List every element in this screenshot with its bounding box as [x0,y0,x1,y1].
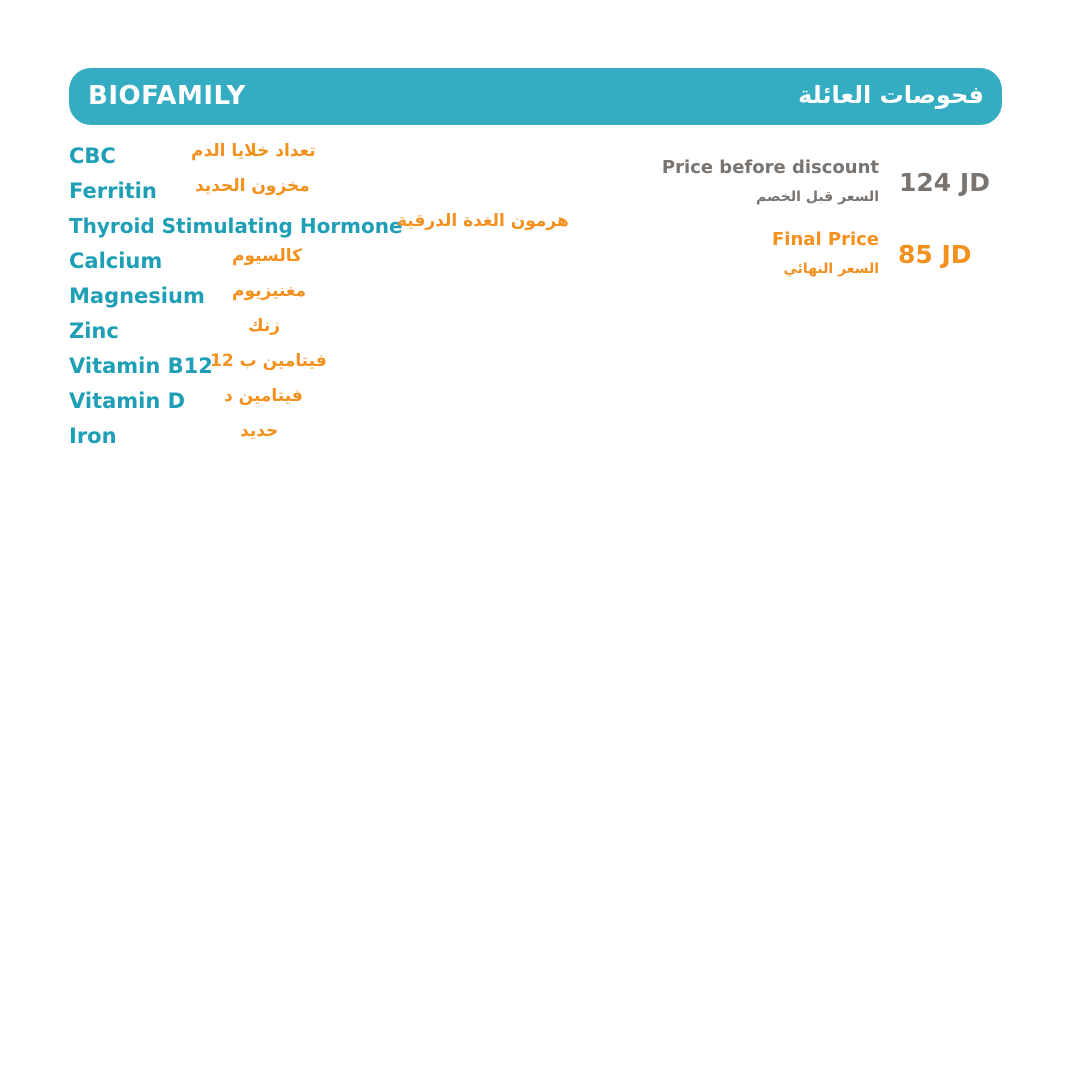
test-name-en: Ferritin [69,179,157,203]
test-name-en: Vitamin D [69,389,186,413]
header-title-en: BIOFAMILY [88,81,246,111]
test-name-en: Magnesium [69,284,205,308]
test-name-ar: زنك [248,316,280,336]
test-name-en: Thyroid Stimulating Hormone [69,214,403,238]
test-name-ar: فيتامين د [224,386,303,406]
price-before-label-en: Price before discount [661,157,879,178]
header-bar [69,68,1002,125]
test-name-ar: كالسيوم [232,246,303,266]
final-price-label-en: Final Price [772,229,879,250]
test-name-ar: فيتامين ب 12 [210,351,327,371]
test-name-ar: مخزون الحديد [195,176,310,196]
test-name-ar: تعداد خلايا الدم [191,141,316,161]
price-before-value: 124 JD [899,168,990,197]
test-name-ar: مغنيزيوم [232,281,307,301]
header-title-ar: فحوصات العائلة [798,81,984,109]
price-before-label-ar: السعر قبل الخصم [756,189,879,205]
test-name-en: Vitamin B12 [69,354,213,378]
test-name-ar: حديد [240,421,279,441]
test-name-en: Calcium [69,249,163,273]
test-name-en: CBC [69,144,116,168]
test-name-ar: هرمون الغدة الدرقية [397,211,569,231]
final-price-value: 85 JD [898,240,972,269]
test-name-en: Zinc [69,319,119,343]
final-price-label-ar: السعر النهائي [783,261,879,277]
test-name-en: Iron [69,424,117,448]
